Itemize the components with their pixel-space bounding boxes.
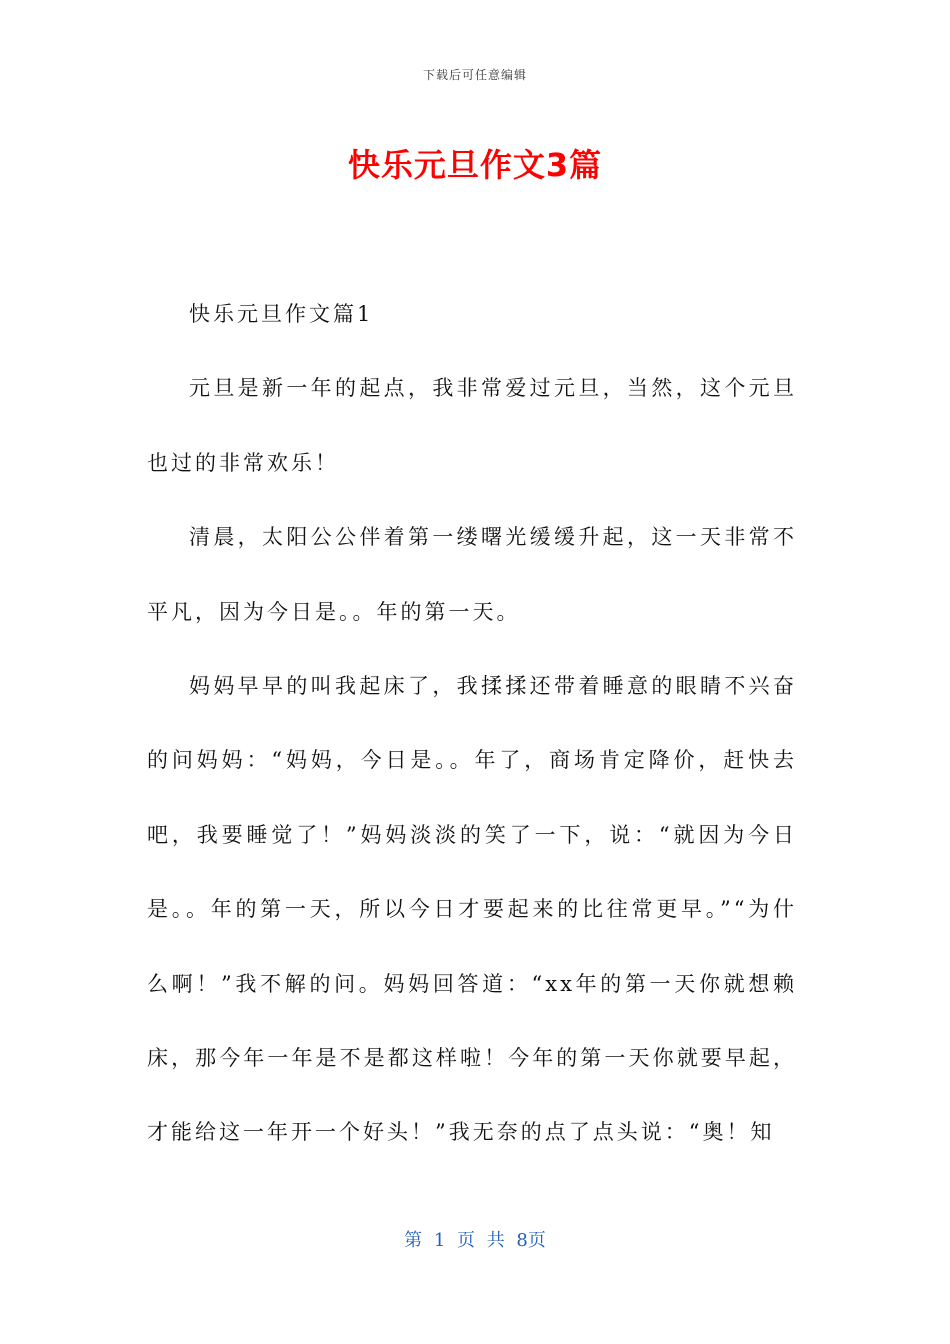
paragraph: 清晨，太阳公公伴着第一缕曙光缓缓升起，这一天非常不平凡，因为今日是。。年的第一天。 [147, 525, 797, 624]
page-number: 第 1 页 共 8页 [404, 1230, 546, 1251]
paragraph: 元旦是新一年的起点，我非常爱过元旦，当然，这个元旦也过的非常欢乐！ [147, 376, 797, 475]
section-heading: 快乐元旦作文篇1 [189, 302, 374, 326]
document-title: 快乐元旦作文3篇 [347, 146, 603, 184]
header-note: 下载后可任意编辑 [422, 68, 527, 82]
paragraph: 妈妈早早的叫我起床了，我揉揉还带着睡意的眼睛不兴奋的问妈妈：“妈妈，今日是。。年了，商场肯定降价，赶快去吧，我要睡觉了！”妈妈淡淡的笑了一下，说：“就因为今日是。。年的第一天，所以今日才要起来的比往常更早。”“为什么啊！”我不解的问。妈妈回答道：“xx年的第一天你就想赖床，那今年一年是不是都这样啦！今年的第一天你就要早起，才能给这一年开一个好头！”我无奈的点了点头说：“奥！知 [147, 674, 797, 1145]
document-body [147, 277, 797, 1170]
